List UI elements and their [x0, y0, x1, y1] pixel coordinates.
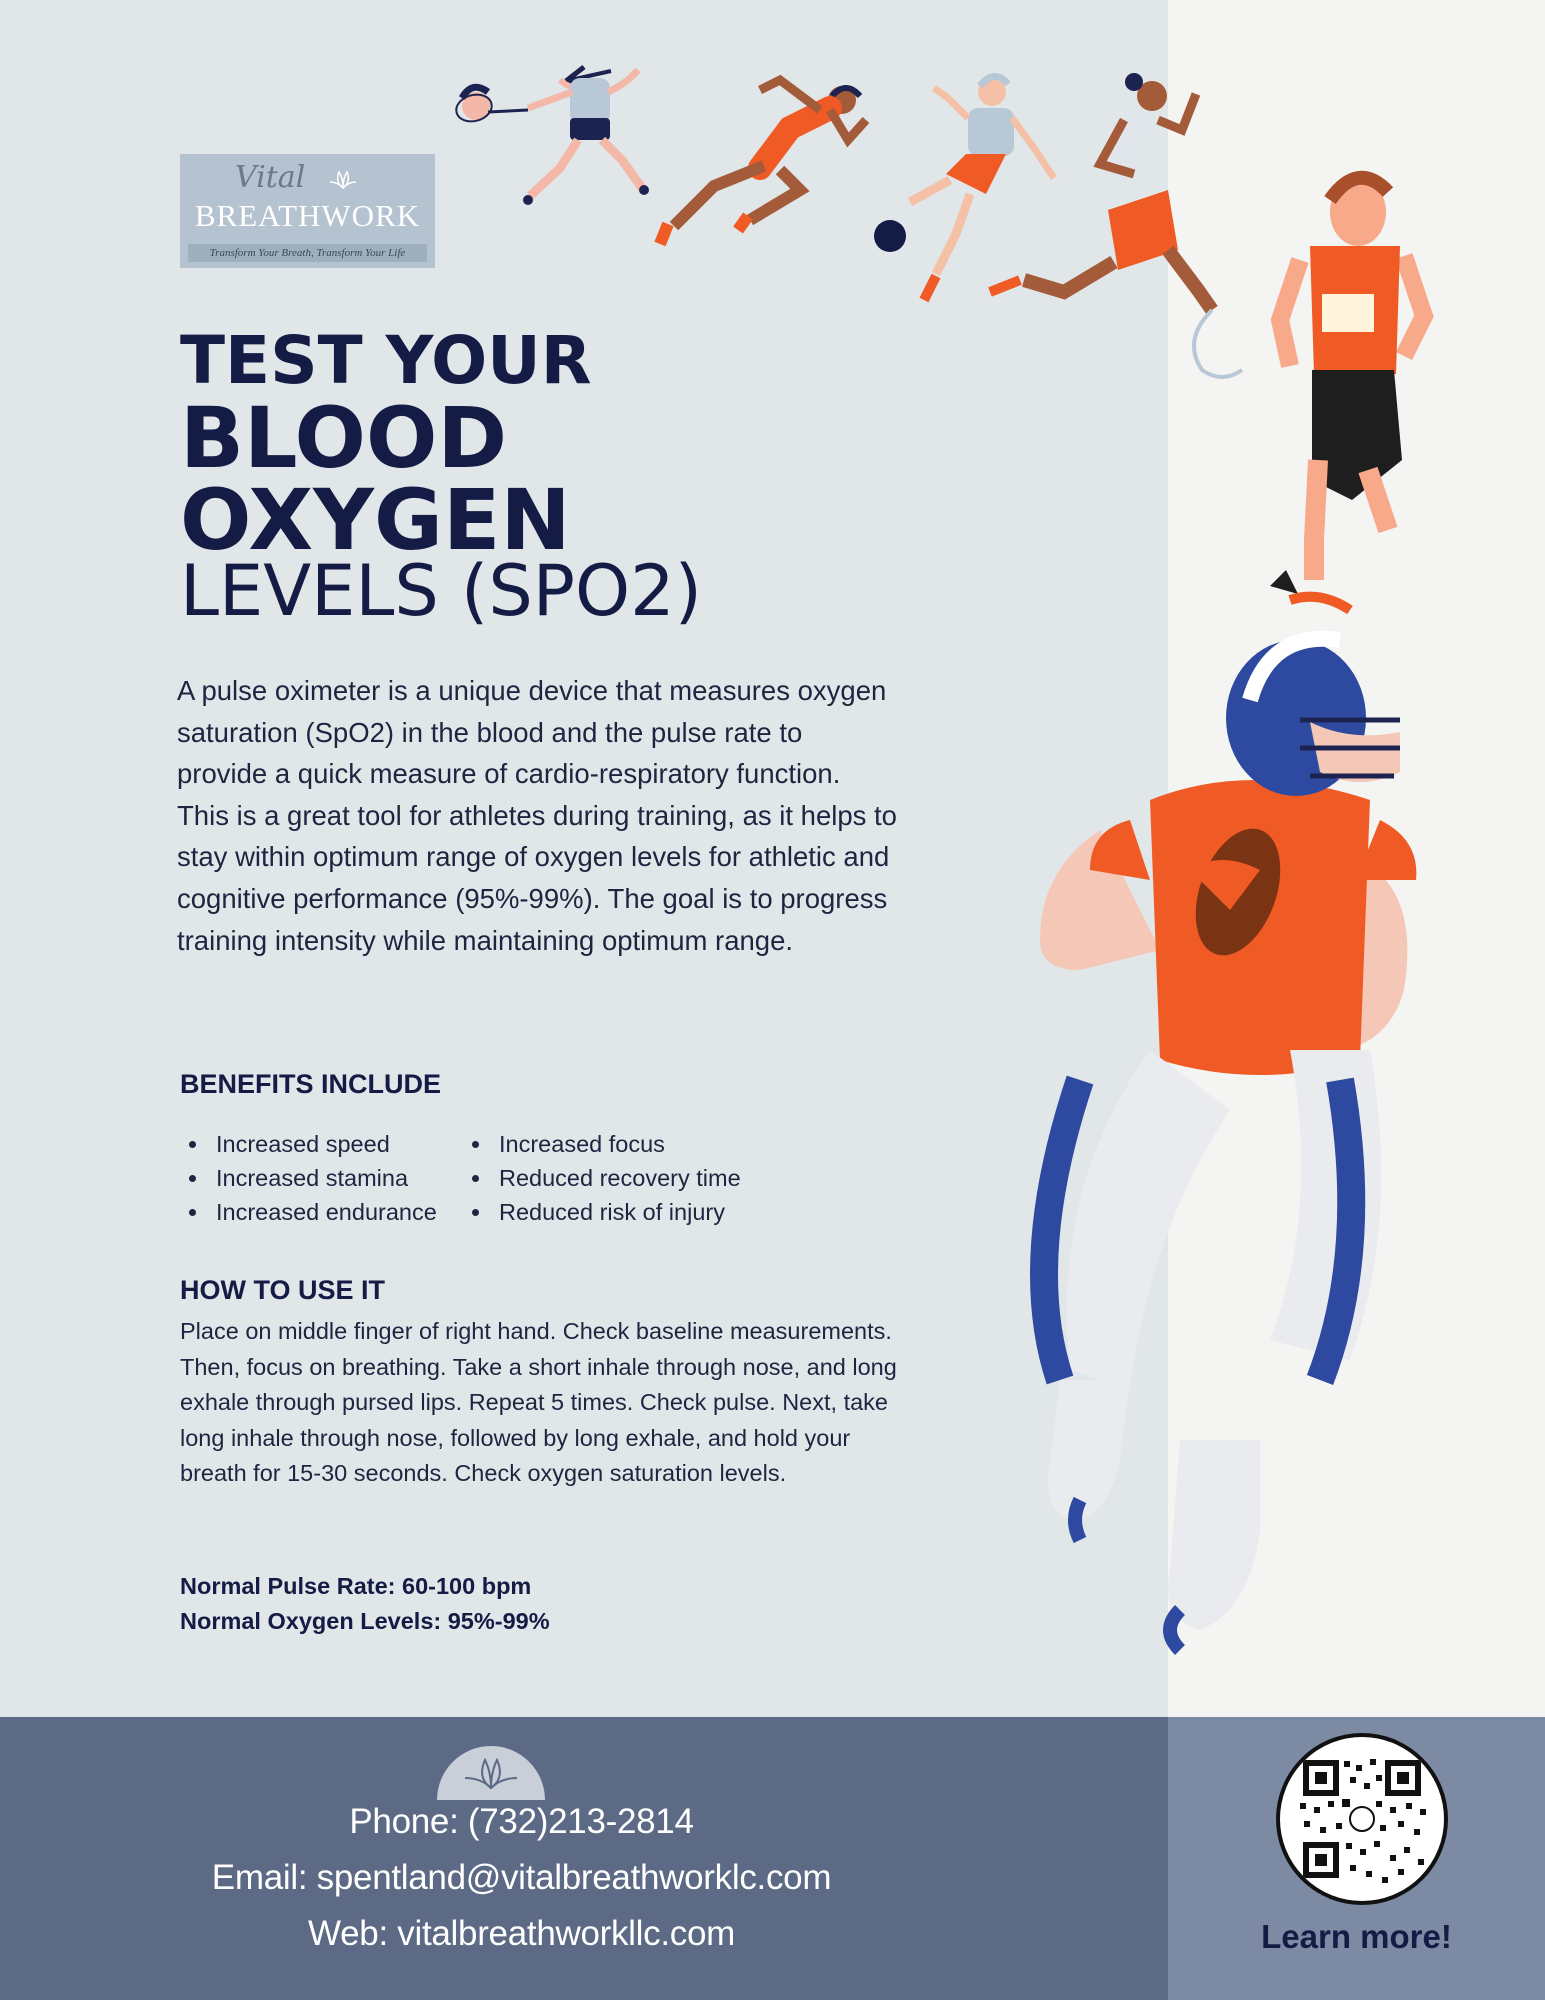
benefits-heading: BENEFITS INCLUDE	[180, 1069, 442, 1099]
contact-phone[interactable]: Phone: (732)213-2814	[349, 1802, 694, 1841]
intro-paragraph: A pulse oximeter is a unique device that measures oxygen saturation (SpO2) in the blood and the pulse rate to provide a quick measure of cardio-respiratory function. This is a great tool for athletes during training, as it helps to stay within optimum range of oxygen levels for athletic and cognitive performance (95%-99%). The goal is to progress training intensity while maintaining optimum range.	[177, 675, 897, 956]
contact-email[interactable]: Email: spentland@vitalbreathworklc.com	[211, 1858, 832, 1897]
list-item: Increased focus	[463, 1127, 741, 1161]
qr-pattern-icon	[1280, 1737, 1444, 1901]
brand-logo	[180, 154, 435, 268]
logo-script: Vital	[235, 160, 306, 195]
title-line-3: OXYGEN	[180, 471, 571, 569]
soccer-player-figure	[874, 76, 1054, 300]
list-item: Increased speed	[180, 1127, 437, 1161]
learn-more-link[interactable]: Learn more!	[1261, 1918, 1452, 1955]
title-line-2: BLOOD	[180, 389, 508, 487]
list-item: Increased endurance	[180, 1195, 437, 1229]
sprinter-figure	[660, 80, 866, 244]
title-line-4: LEVELS (SPO2)	[180, 550, 702, 632]
normal-pulse-rate: Normal Pulse Rate: 60-100 bpm	[180, 1573, 532, 1599]
prosthetic-runner-figure	[990, 73, 1242, 377]
benefits-list-left	[180, 1127, 437, 1229]
tennis-player-figure	[453, 67, 649, 205]
normal-oxygen-levels: Normal Oxygen Levels: 95%-99%	[180, 1608, 550, 1634]
list-item: Increased stamina	[180, 1161, 437, 1195]
list-item: Reduced recovery time	[463, 1161, 741, 1195]
benefits-list-right	[463, 1127, 741, 1229]
football-player-figure	[1040, 597, 1416, 1650]
qr-code[interactable]	[1276, 1733, 1448, 1905]
howto-heading: HOW TO USE IT	[180, 1275, 386, 1305]
lotus-icon	[328, 168, 358, 190]
list-item: Reduced risk of injury	[463, 1195, 741, 1229]
contact-web[interactable]: Web: vitalbreathworkllc.com	[308, 1914, 735, 1953]
howto-paragraph: Place on middle finger of right hand. Check baseline measurements. Then, focus on breathing. Take a short inhale through nose, and long exhale through pursed lips. Repeat 5 times. Check pulse. Next, take long inhale through nose, followed by long exhale, and hold your breath for 15-30 seconds. Check oxygen saturation levels.	[180, 1318, 897, 1486]
title-line-1: TEST YOUR	[180, 322, 592, 399]
marathon-runner-figure	[1270, 178, 1424, 594]
logo-wordmark: BREATHWORK	[194, 198, 421, 233]
logo-tagline: Transform Your Breath, Transform Your Life	[188, 244, 427, 262]
lotus-emblem-icon	[437, 1730, 545, 1800]
